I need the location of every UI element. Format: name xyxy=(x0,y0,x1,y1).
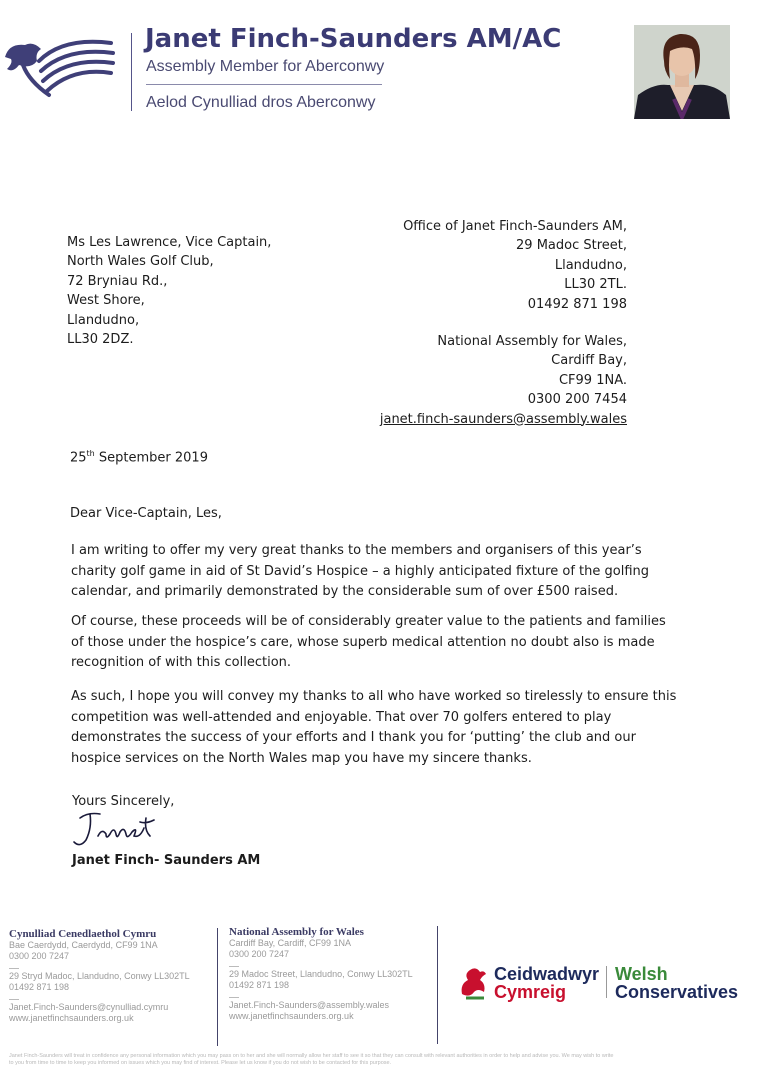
paragraph-line: calendar, and primarily demonstrated by the considerable sum of over £500 raised. xyxy=(71,584,619,599)
footer-address: Bae Caerdydd, Caerdydd, CF99 1NA xyxy=(9,940,158,950)
privacy-fineprint xyxy=(9,1053,769,1067)
paragraph-line: As such, I hope you will convey my thanks to all who have worked so tirelessly to ensure this xyxy=(71,689,677,704)
address-line: LL30 2DZ. xyxy=(67,332,134,348)
header-divider-vertical xyxy=(131,33,132,111)
footer-web-link[interactable]: www.janetfinchsaunders.org.uk xyxy=(229,1011,354,1021)
sender-assembly-address xyxy=(380,332,627,429)
welsh-dragon-icon xyxy=(458,964,490,1000)
party-name-welsh xyxy=(494,965,599,1001)
paragraph-line: charity golf game in aid of St David’s Hospice – a highly anticipated fixture of the golfing xyxy=(71,563,649,579)
member-portrait-photo xyxy=(634,25,730,119)
salutation: Dear Vice-Captain, Les, xyxy=(70,506,222,521)
footer-dash xyxy=(229,997,239,998)
paragraph-line: hospice services on the North Wales map you have my sincere thanks. xyxy=(71,750,532,766)
closing-phrase: Yours Sincerely, xyxy=(72,794,175,809)
footer-address: Cardiff Bay, Cardiff, CF99 1NA xyxy=(229,938,352,948)
footer-email-link[interactable]: Janet.Finch-Saunders@assembly.wales xyxy=(229,1000,390,1010)
paragraph-line: Of course, these proceeds will be of considerably greater value to the patients and families xyxy=(71,614,666,629)
date-rest: September 2019 xyxy=(94,450,208,466)
footer-web-link[interactable]: www.janetfinchsaunders.org.uk xyxy=(9,1013,134,1023)
date-suffix: th xyxy=(86,449,95,458)
address-line: Llandudno, xyxy=(67,312,140,328)
footer-office-phone: 01492 871 198 xyxy=(229,980,290,990)
party-name-welsh-line2: Cymreig xyxy=(494,982,567,1002)
sender-email-link[interactable]: janet.finch-saunders@assembly.wales xyxy=(379,411,627,427)
address-line: 72 Bryniau Rd., xyxy=(67,273,168,289)
address-line: West Shore, xyxy=(67,293,145,309)
sender-office-address xyxy=(403,217,627,314)
paragraph-line: of those under the hospice’s care, whose superb medical attention no doubt also is made xyxy=(71,634,655,650)
signatory-name: Janet Finch- Saunders AM xyxy=(72,853,261,868)
body-paragraph-1 xyxy=(71,541,671,603)
body-paragraph-2 xyxy=(71,612,671,674)
date-day: 25 xyxy=(70,450,87,466)
fineprint-line: Janet Finch-Saunders will treat in confidence any personal information which you may pass on to her and she will normally allow her staff to see it so that they can consult with relevant authorities in order to help and advise you. We may wish to write xyxy=(9,1053,614,1059)
phone-number: 01492 871 198 xyxy=(527,296,627,312)
member-name-heading: Janet Finch-Saunders AM/AC xyxy=(145,24,562,54)
footer-heading-english: National Assembly for Wales xyxy=(229,926,364,938)
footer-email-link[interactable]: Janet.Finch-Saunders@cynulliad.cymru xyxy=(9,1002,169,1012)
paragraph-line: demonstrates the success of your efforts and I thank you for ‘putting’ the club and our xyxy=(71,730,636,745)
paragraph-line: recognition of with this collection. xyxy=(71,655,292,670)
body-paragraph-3 xyxy=(71,687,677,769)
footer-office: 29 Madoc Street, Llandudno, Conwy LL302TL xyxy=(229,969,413,979)
party-name-english-line1: Welsh xyxy=(615,964,668,984)
footer-welsh-contact xyxy=(9,929,209,1024)
footer-office-phone: 01492 871 198 xyxy=(9,982,70,992)
address-line: Cardiff Bay, xyxy=(551,353,627,369)
address-line: LL30 2TL. xyxy=(564,277,627,293)
address-line: Office of Janet Finch-Saunders AM, xyxy=(403,219,627,234)
footer-heading-welsh: Cynulliad Cenedlaethol Cymru xyxy=(9,928,157,940)
address-line: National Assembly for Wales, xyxy=(437,334,627,349)
letter-date xyxy=(70,444,208,468)
footer-phone: 0300 200 7247 xyxy=(9,951,70,961)
address-line: Ms Les Lawrence, Vice Captain, xyxy=(67,235,272,250)
party-name-welsh-line1: Ceidwadwyr xyxy=(494,964,600,984)
address-line: North Wales Golf Club, xyxy=(67,254,214,270)
footer-office: 29 Stryd Madoc, Llandudno, Conwy LL302TL xyxy=(9,971,190,981)
address-line: Llandudno, xyxy=(554,257,627,273)
party-name-english xyxy=(615,965,738,1001)
party-name-english-line2: Conservatives xyxy=(615,982,739,1002)
footer-separator xyxy=(217,928,218,1046)
address-line: 29 Madoc Street, xyxy=(516,238,627,254)
paragraph-line: competition was well-attended and enjoyable. That over 70 golfers entered to play xyxy=(71,709,612,725)
footer-phone: 0300 200 7247 xyxy=(229,949,290,959)
footer-dash xyxy=(229,966,239,967)
footer-separator xyxy=(437,926,438,1044)
footer-dash xyxy=(9,968,19,969)
footer-english-contact xyxy=(229,927,434,1022)
party-divider xyxy=(606,966,607,998)
footer-dash xyxy=(9,999,19,1000)
member-role-welsh: Aelod Cynulliad dros Aberconwy xyxy=(146,94,376,111)
assembly-logo-icon xyxy=(3,35,118,103)
member-role-english: Assembly Member for Aberconwy xyxy=(146,58,385,75)
address-line: CF99 1NA. xyxy=(558,372,627,388)
phone-number: 0300 200 7454 xyxy=(527,392,627,408)
paragraph-line: I am writing to offer my very great thanks to the members and organisers of this year’s xyxy=(71,543,642,558)
header-divider-horizontal xyxy=(146,84,382,85)
fineprint-line: to you from time to time to keep you informed on issues which you may find of interest. Please let us know if you do not wish to be contacted for this purpose. xyxy=(9,1060,392,1066)
recipient-address xyxy=(67,233,271,349)
handwritten-signature xyxy=(70,810,165,850)
